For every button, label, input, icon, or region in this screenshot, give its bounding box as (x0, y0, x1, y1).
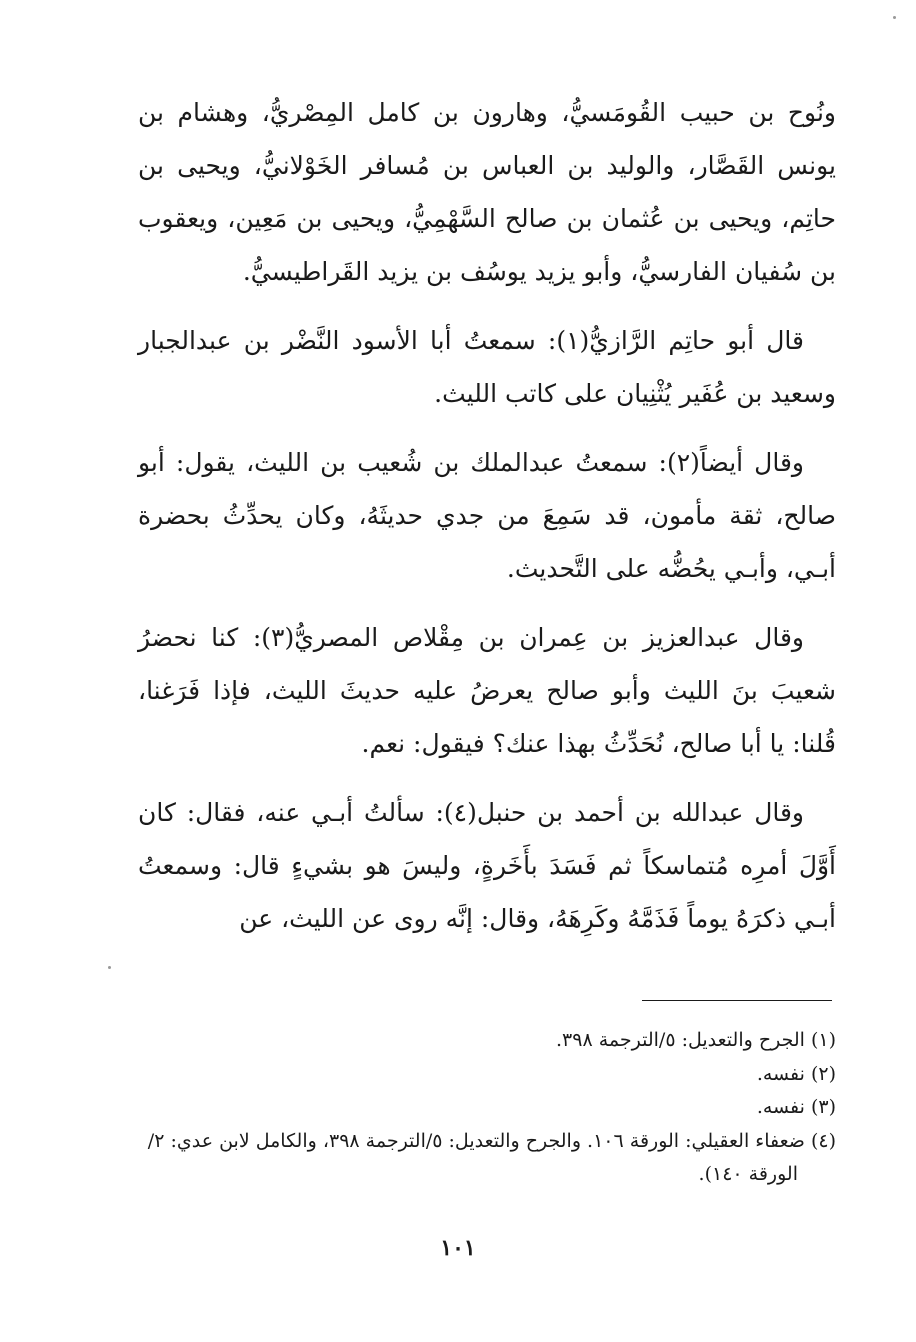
scan-speck (893, 16, 896, 19)
paragraph-narrators-list: ونُوح بن حبيب القُومَسيُّ، وهارون بن كامل المِصْريُّ، وهشام بن يونس القَصَّار، والوليد بن العباس بن مُسافر الخَوْلانيُّ، ويحيى بن حاتِم، ويحيى بن عُثمان بن صالح السَّهْمِيُّ، ويحيى بن مَعِين، ويعقوب بن سُفيان الفارسيُّ، وأبو يزيد يوسُف بن يزيد القَراطيسيُّ. (138, 98, 836, 286)
footnote-1: (١) الجرح والتعديل: ٥/الترجمة ٣٩٨. (556, 1029, 836, 1051)
page-number: ١٠١ (440, 1235, 476, 1261)
main-text (138, 86, 836, 961)
paragraph-abu-hatim: قال أبو حاتِم الرَّازيُّ(١): سمعتُ أبا الأسود النَّضْر بن عبدالجبار وسعيد بن عُفَير يُثْنِيان على كاتب الليث. (138, 326, 836, 408)
paragraph-abdullah-ibn-ahmad: وقال عبدالله بن أحمد بن حنبل(٤): سألتُ أبـي عنه، فقال: كان أَوَّلَ أمرِه مُتماسكاً ثم فَسَدَ بأَخَرةٍ، وليسَ هو بشيءٍ قال: وسمعتُ أبـي ذكرَهُ يوماً فَذَمَّهُ وكَرِهَهُ، وقال: إنَّه روى عن الليث، عن (138, 798, 836, 933)
footnotes (138, 1024, 836, 1192)
scan-speck (108, 966, 111, 969)
footnote-separator (642, 1000, 832, 1001)
paragraph-abdulmalik: وقال أيضاً(٢): سمعتُ عبدالملك بن شُعيب بن الليث، يقول: أبو صالح، ثقة مأمون، قد سَمِعَ من جدي حديثَهُ، وكان يحدِّثُ بحضرة أبـي، وأبـي يحُضُّه على التَّحديث. (138, 448, 836, 583)
footnote-2: (٢) نفسه. (756, 1062, 836, 1085)
paragraph-abdulaziz: وقال عبدالعزيز بن عِمران بن مِقْلاص المصريُّ(٣): كنا نحضرُ شعيبَ بنَ الليث وأبو صالح يعرضُ عليه حديثَ الليث، فإذا فَرَغنا، قُلنا: يا أبا صالح، نُحَدِّثُ بهذا عنك؟ فيقول: نعم. (138, 623, 836, 758)
footnote-4: (٤) ضعفاء العقيلي: الورقة ١٠٦. والجرح والتعديل: ٥/الترجمة ٣٩٨، والكامل لابن عدي: ٢/الورقة ١٤٠). (147, 1129, 836, 1185)
footnote-3: (٣) نفسه. (756, 1096, 836, 1118)
